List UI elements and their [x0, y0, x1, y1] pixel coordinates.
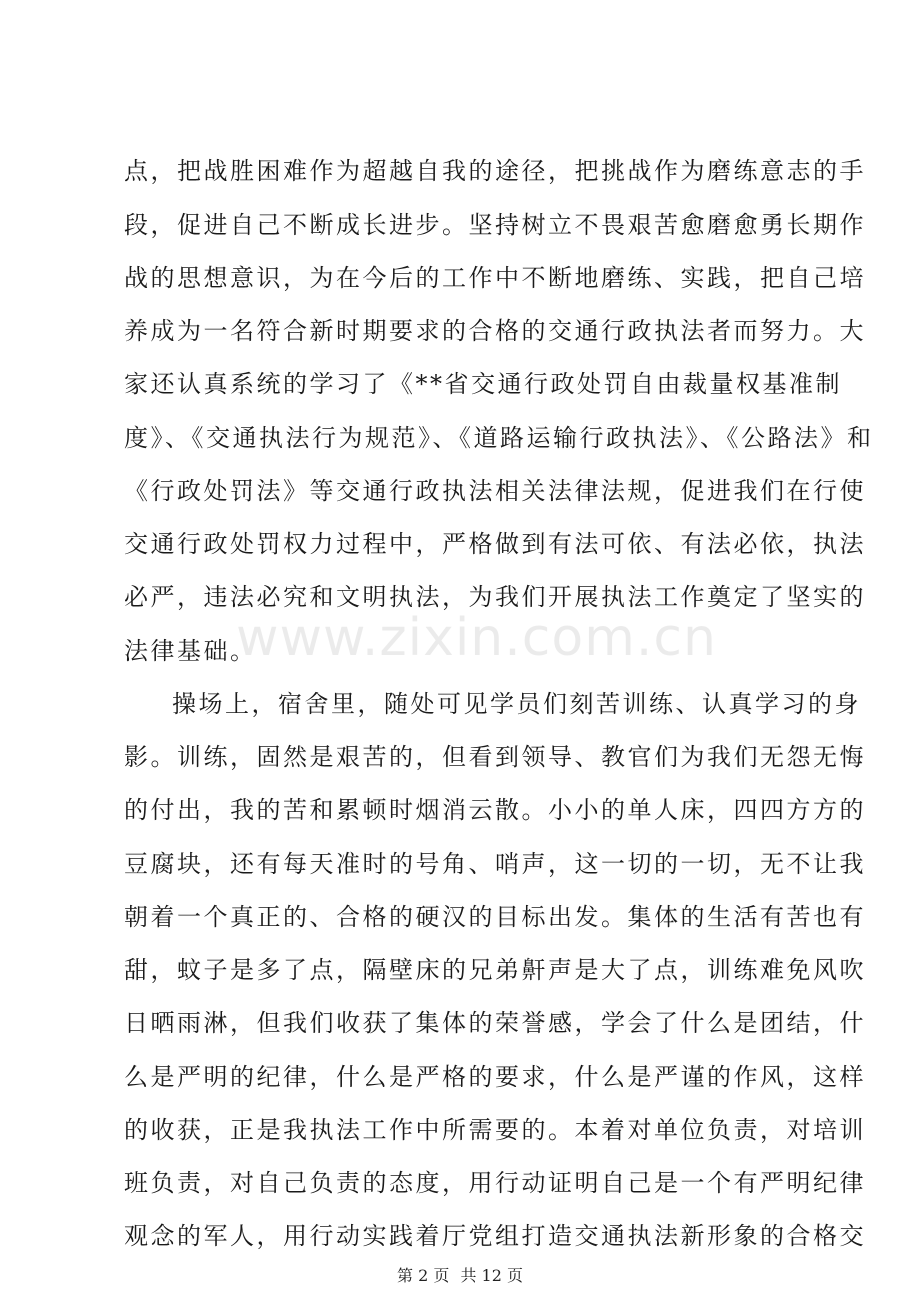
paragraph-line: 的付出，我的苦和累顿时烟消云散。小小的单人床，四四方方的 — [124, 796, 866, 824]
paragraph-line: 交通行政处罚权力过程中，严格做到有法可依、有法必依，执法 — [124, 530, 866, 558]
paragraph-line: 么是严明的纪律，什么是严格的要求，什么是严谨的作风，这样 — [124, 1063, 866, 1091]
paragraph-line: 《行政处罚法》等交通行政执法相关法律法规，促进我们在行使 — [124, 477, 866, 505]
paragraph-line: 朝着一个真正的、合格的硬汉的目标出发。集体的生活有苦也有 — [124, 903, 866, 931]
watermark: www.zixin.com.cn — [236, 608, 717, 668]
paragraph-line: 操场上，宿舍里，随处可见学员们刻苦训练、认真学习的身 — [172, 690, 861, 718]
paragraph-line: 的收获，正是我执法工作中所需要的。本着对单位负责，对培训 — [124, 1116, 866, 1144]
page-number: 第 2 页 — [397, 1266, 450, 1285]
paragraph-line: 段，促进自己不断成长进步。坚持树立不畏艰苦愈磨愈勇长期作 — [124, 211, 866, 239]
paragraph-line: 必严，违法必究和文明执法，为我们开展执法工作奠定了坚实的 — [124, 583, 866, 611]
paragraph-line: 豆腐块，还有每天准时的号角、哨声，这一切的一切，无不让我 — [124, 850, 866, 878]
paragraph-line: 度》、《交通执法行为规范》、《道路运输行政执法》、《公路法》和 — [124, 424, 874, 452]
paragraph-line: 战的思想意识，为在今后的工作中不断地磨练、实践，把自己培 — [124, 264, 866, 292]
paragraph-line: 影。训练，固然是艰苦的，但看到领导、教官们为我们无怨无悔 — [124, 743, 866, 771]
paragraph-line: 家还认真系统的学习了《**省交通行政处罚自由裁量权基准制 — [124, 370, 842, 398]
page-total: 共 12 页 — [460, 1266, 523, 1285]
paragraph-line: 日晒雨淋，但我们收获了集体的荣誉感，学会了什么是团结，什 — [124, 1009, 866, 1037]
paragraph-line: 甜，蚊子是多了点，隔壁床的兄弟鼾声是大了点，训练难免风吹 — [124, 956, 866, 984]
paragraph-line: 班负责，对自己负责的态度，用行动证明自己是一个有严明纪律 — [124, 1169, 866, 1197]
paragraph-line: 养成为一名符合新时期要求的合格的交通行政执法者而努力。大 — [124, 317, 866, 345]
paragraph-line: 法律基础。 — [124, 637, 257, 665]
paragraph-line: 观念的军人，用行动实践着厅党组打造交通执法新形象的合格交 — [124, 1222, 866, 1250]
paragraph-line: 点，把战胜困难作为超越自我的途径，把挑战作为磨练意志的手 — [124, 157, 866, 185]
page-footer — [0, 1263, 920, 1286]
